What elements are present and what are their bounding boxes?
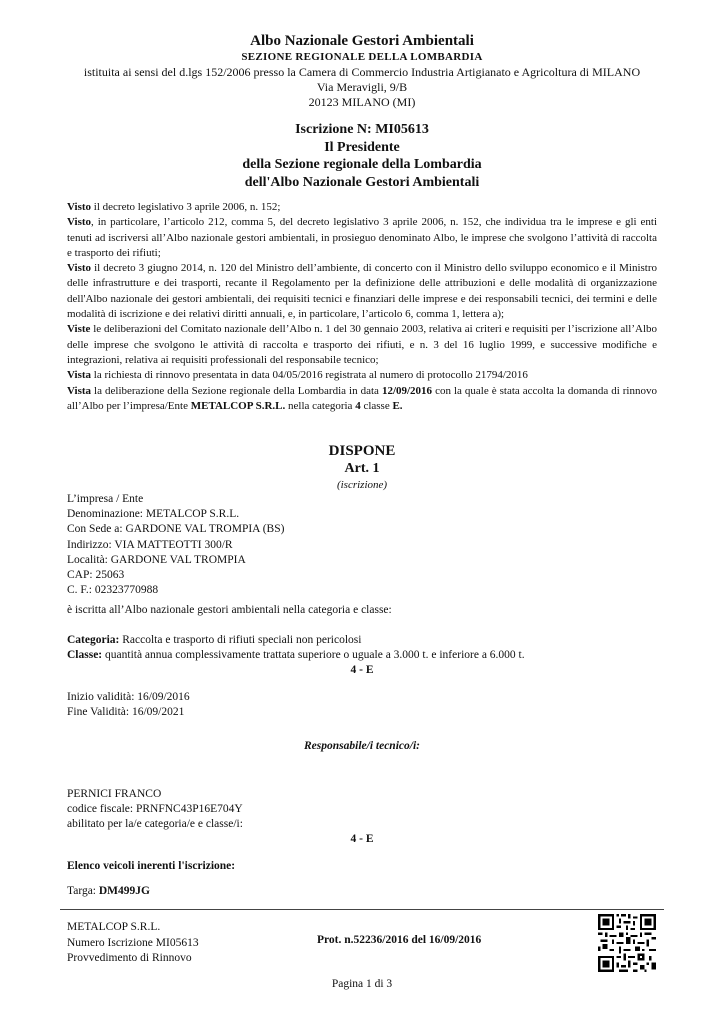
delibera-end: . bbox=[399, 399, 403, 412]
responsabile-code: 4 - E bbox=[350, 833, 374, 845]
impresa-line: C. F.: 02323770988 bbox=[67, 584, 159, 597]
article-note: (iscrizione) bbox=[336, 479, 388, 491]
visto-paragraph bbox=[67, 322, 657, 368]
inizio-validita: Inizio validità: 16/09/2016 bbox=[67, 691, 190, 703]
targa-label: Targa: bbox=[67, 885, 99, 897]
title-line-albo: dell'Albo Nazionale Gestori Ambientali bbox=[244, 174, 480, 190]
dispone-block bbox=[60, 442, 664, 493]
visto-text: le deliberazioni del Comitato nazionale dell’Albo n. 1 del 30 gennaio 2003, relativa ai criteri e requisiti per l’iscrizione all’Albo delle imprese che svolgono le attività di raccolta e trasporto dei rifiuti, e n. 3 del 16 luglio 1999, e successive modifiche e integrazioni, relativa ai requisiti professionali del responsabile tecnico; bbox=[67, 323, 657, 366]
footer-company: METALCOP S.R.L. bbox=[67, 921, 161, 933]
impresa-line: Indirizzo: VIA MATTEOTTI 300/R bbox=[67, 538, 233, 551]
dispone-heading: DISPONE bbox=[328, 443, 396, 459]
fine-validita: Fine Validità: 16/09/2021 bbox=[67, 706, 185, 719]
letterhead bbox=[60, 32, 664, 110]
responsabile-code-block bbox=[67, 832, 657, 847]
footer-numero: Numero Iscrizione MI05613 bbox=[67, 936, 199, 949]
footer-provvedimento: Provvedimento di Rinnovo bbox=[67, 952, 192, 964]
veicoli-block bbox=[67, 859, 657, 874]
delibera-class: E bbox=[392, 399, 400, 412]
visto-paragraph bbox=[67, 200, 657, 215]
letterhead-street: Via Meravigli, 9/B bbox=[316, 80, 408, 94]
delibera-lead: Vista bbox=[67, 384, 92, 397]
impresa-line: Denominazione: METALCOP S.R.L. bbox=[67, 508, 240, 521]
visto-text: la richiesta di rinnovo presentata in data 04/05/2016 registrata al numero di protocollo 21794/2016 bbox=[91, 369, 528, 382]
iscrizione-number: Iscrizione N: MI05613 bbox=[295, 122, 429, 137]
preamble bbox=[67, 200, 657, 414]
responsabile-cf: codice fiscale: PRNFNC43P16E704Y bbox=[67, 803, 243, 816]
letterhead-city: 20123 MILANO (MI) bbox=[308, 95, 416, 109]
title-block bbox=[60, 121, 664, 191]
responsabile-block bbox=[67, 787, 657, 833]
impresa-line: L’impresa / Ente bbox=[67, 493, 144, 505]
classe-label: Classe: bbox=[67, 649, 103, 662]
delibera-text: con la quale è stata accolta la domanda di rinnovo all’Albo per l’impresa/Ente bbox=[67, 384, 657, 412]
targa-value: DM499JG bbox=[98, 885, 150, 897]
visto-paragraph bbox=[67, 368, 657, 383]
delibera-text: nella categoria bbox=[285, 399, 356, 412]
letterhead-subtitle: SEZIONE REGIONALE DELLA LOMBARDIA bbox=[241, 51, 483, 63]
classe-value: quantità annua complessivamente trattata superiore o uguale a 3.000 t. e inferiore a 6.000 t. bbox=[102, 649, 525, 662]
visto-paragraph bbox=[67, 261, 657, 322]
responsabile-heading: Responsabile/i tecnico/i: bbox=[304, 740, 420, 752]
visto-text: , in particolare, l’articolo 212, comma 5, del decreto legislativo 3 aprile 2006, n. 152, che individua tra le imprese e gli enti tenuti ad iscriversi all’Albo nazionale gestori ambientali, in prosieguo denominato Albo, le imprese che svolgono l’attività di raccolta e trasporto dei rifiuti; bbox=[67, 216, 657, 259]
veicoli-heading: Elenco veicoli inerenti l'iscrizione: bbox=[67, 860, 236, 872]
delibera-category: 4 bbox=[355, 399, 361, 412]
delibera-company: METALCOP S.R.L. bbox=[190, 399, 286, 412]
protocol-number: Prot. n.52236/2016 del 16/09/2016 bbox=[317, 934, 482, 946]
impresa-line: CAP: 25063 bbox=[67, 569, 125, 582]
visto-paragraph bbox=[67, 215, 657, 261]
letterhead-title: Albo Nazionale Gestori Ambientali bbox=[250, 33, 474, 49]
delibera-text: la deliberazione della Sezione regionale della Lombardia in data bbox=[91, 384, 382, 397]
letterhead-institution: istituita ai sensi del d.lgs 152/2006 presso la Camera di Commercio Industria Artigianato e Agricoltura di MILANO bbox=[83, 65, 641, 79]
iscritta-text: è iscritta all’Albo nazionale gestori ambientali nella categoria e classe: bbox=[67, 604, 392, 616]
responsabile-abilitato: abilitato per la/e categoria/e e classe/i: bbox=[67, 818, 243, 831]
visto-lead: Viste bbox=[67, 323, 91, 336]
footer-info bbox=[67, 920, 199, 967]
targa-block bbox=[67, 884, 657, 899]
visto-lead: Vista bbox=[67, 369, 92, 382]
categoria-block bbox=[67, 633, 657, 679]
validity-block bbox=[67, 690, 657, 720]
category-class-code: 4 - E bbox=[350, 664, 374, 677]
visto-text: il decreto 3 giugno 2014, n. 120 del Ministro dell’ambiente, di concerto con il Ministro dello sviluppo economico e il Ministro delle infrastrutture e dei trasporti, recante il Regolamento per la definizione delle attribuzioni e delle modalità di organizzazione dell'Albo nazionale dei gestori ambientali, dei requisiti tecnici e finanziari delle imprese e dei responsabili tecnici, dei termini e delle modalità di iscrizione e dei relativi diritti annuali, e, in particolare, l’articolo 6, comma 1, lettera a); bbox=[67, 262, 657, 321]
delibera-paragraph bbox=[67, 384, 657, 415]
iscritta-statement bbox=[67, 603, 657, 618]
page-number: Pagina 1 di 3 bbox=[331, 978, 393, 990]
qr-code-icon bbox=[598, 914, 656, 972]
visto-lead: Visto bbox=[67, 262, 92, 275]
article-heading: Art. 1 bbox=[344, 461, 380, 476]
title-line-sezione: della Sezione regionale della Lombardia bbox=[242, 157, 482, 172]
targa-line bbox=[67, 884, 657, 899]
impresa-line: Con Sede a: GARDONE VAL TROMPIA (BS) bbox=[67, 523, 285, 536]
classe-line bbox=[67, 648, 657, 663]
impresa-line: Località: GARDONE VAL TROMPIA bbox=[67, 553, 246, 566]
categoria-line bbox=[67, 633, 657, 648]
footer-divider bbox=[60, 909, 664, 910]
responsabile-name: PERNICI FRANCO bbox=[67, 788, 162, 800]
delibera-text: classe bbox=[360, 399, 393, 412]
title-line-presidente: Il Presidente bbox=[324, 139, 400, 155]
categoria-label: Categoria: bbox=[67, 634, 120, 646]
visto-lead: Visto bbox=[67, 201, 92, 213]
visto-lead: Visto bbox=[67, 216, 92, 229]
impresa-details bbox=[67, 492, 657, 598]
categoria-value: Raccolta e trasporto di rifiuti speciali non pericolosi bbox=[119, 634, 362, 646]
delibera-date: 12/09/2016 bbox=[381, 384, 433, 397]
visto-text: il decreto legislativo 3 aprile 2006, n. 152; bbox=[91, 201, 281, 213]
